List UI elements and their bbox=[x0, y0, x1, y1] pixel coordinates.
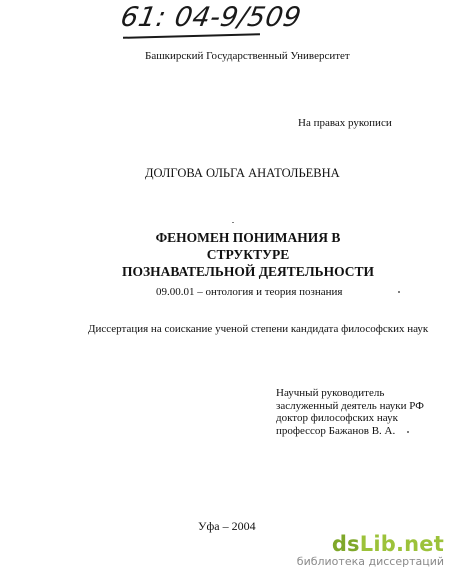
supervisor-line-4: профессор Бажанов В. А. bbox=[276, 424, 396, 437]
supervisor-line-3: доктор философских наук bbox=[276, 412, 398, 424]
title-line-1: ФЕНОМЕН ПОНИМАНИЯ В СТРУКТУРЕ bbox=[155, 230, 341, 262]
watermark-prefix: ds bbox=[331, 532, 360, 556]
watermark-suffix: Lib.net bbox=[359, 532, 444, 556]
degree-statement: Диссертация на соискание ученой степени кандидата философских наук bbox=[88, 323, 429, 335]
watermark-tagline: библиотека диссертаций bbox=[296, 555, 444, 568]
scan-speck bbox=[232, 222, 234, 223]
watermark-site-name bbox=[297, 533, 444, 555]
supervisor-line-1: Научный руководитель bbox=[276, 387, 385, 399]
handwritten-underline bbox=[123, 33, 260, 39]
scan-speck bbox=[398, 291, 400, 293]
scan-speck bbox=[407, 431, 409, 433]
university-name: Башкирский Государственный Университет bbox=[145, 50, 350, 62]
dissertation-title bbox=[118, 229, 378, 280]
rights-note: На правах рукописи bbox=[298, 117, 392, 129]
city-year: Уфа – 2004 bbox=[198, 519, 256, 533]
supervisor-block bbox=[276, 387, 424, 437]
title-line-2: ПОЗНАВАТЕЛЬНОЙ ДЕЯТЕЛЬНОСТИ bbox=[121, 264, 375, 279]
author-name: ДОЛГОВА ОЛЬГА АНАТОЛЬЕВНА bbox=[145, 166, 340, 180]
handwritten-archive-code: 61: 04-9/509 bbox=[118, 2, 304, 33]
dslib-watermark bbox=[297, 533, 444, 569]
supervisor-line-2: заслуженный деятель науки РФ bbox=[276, 399, 424, 412]
specialty-code: 09.00.01 – онтология и теория познания bbox=[156, 286, 343, 298]
